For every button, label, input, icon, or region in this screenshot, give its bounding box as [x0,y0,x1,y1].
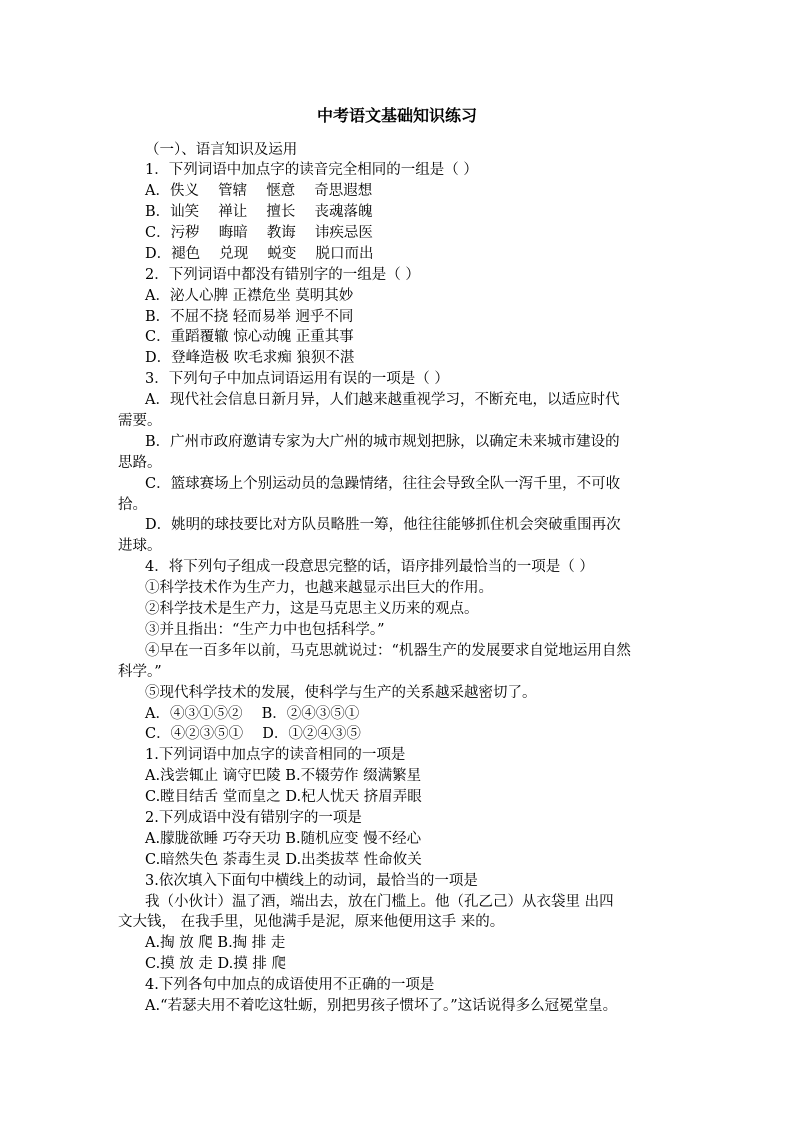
option-line: B．不屈不挠 轻而易举 迥乎不同 [145,309,354,325]
sentence-line: ①科学技术作为生产力，也越来越显示出巨大的作用。 [145,580,493,596]
option-line: C.摸 放 走 D.摸 排 爬 [145,956,286,972]
option-line: D．姚明的球技要比对方队员略胜一筹，他往往能够抓住机会突破重围再次 [145,517,621,533]
option-line: D．登峰造极 吹毛求痴 狼狈不湛 [145,350,355,366]
option-line: C．篮球赛场上个别运动员的急躁情绪，往往会导致全队一泻千里，不可收 [145,476,621,492]
option-line: A.“若瑟夫用不着吃这牡蛎，别把男孩子惯坏了。”这话说得多么冠冕堂皇。 [145,998,618,1014]
option-line: A．④③①⑤② B．②④③⑤① [145,706,360,722]
question-2: 2．下列词语中都没有错别字的一组是（ ） [145,267,420,283]
sentence-line-continued: 科学。” [118,664,162,680]
question-line: 1.下列词语中加点字的读音相同的一项是 [145,747,406,763]
option-line-continued: 拾。 [118,497,147,513]
section-heading: （一）、语言知识及运用 [145,142,298,158]
passage-line: 我（小伙计）温了酒，端出去，放在门槛上。他（孔乙己）从衣袋里 出四 [145,894,614,910]
option-line: A.朦胧欲睡 巧夺天功 B.随机应变 慢不经心 [145,831,422,847]
option-line-continued: 思路。 [118,455,162,471]
passage-line-continued: 文大钱， 在我手里，见他满手是泥，原来他便用这手 来的。 [118,914,505,930]
option-line-continued: 进球。 [118,538,162,554]
option-line: D．褪色 兑现 蜕变 脱口而出 [145,246,374,262]
option-line: A．现代社会信息日新月异，人们越来越重视学习，不断充电，以适应时代 [145,392,620,408]
option-line: A．泌人心脾 正襟危坐 莫明其妙 [145,288,354,304]
question-line: 3.依次填入下面句中横线上的动词，最恰当的一项是 [145,873,478,889]
option-line: A．佚义 管辖 惬意 奇思遐想 [145,183,373,199]
option-line: A.掏 放 爬 B.掏 排 走 [145,935,286,951]
sentence-line: ③并且指出：“生产力中也包括科学。” [145,622,385,638]
option-line: C．污秽 晦暗 教诲 讳疾忌医 [145,225,373,241]
question-4: 4．将下列句子组成一段意思完整的话，语序排列最恰当的一项是（ ） [145,559,594,575]
question-line: 2.下列成语中没有错别字的一项是 [145,810,362,826]
page-title: 中考语文基础知识练习 [316,106,477,125]
option-line: A.浅尝辄止 谪守巴陵 B.不辍劳作 缀满繁星 [145,768,422,784]
option-line: C.暗然失色 荼毒生灵 D.出类拔萃 性命攸关 [145,852,422,868]
option-line: C.瞠目结舌 堂而皇之 D.杞人忧天 挤眉弄眼 [145,789,422,805]
option-line-continued: 需要。 [118,413,162,429]
question-3: 3．下列句子中加点词语运用有误的一项是（ ） [145,371,449,387]
option-line: C．重蹈覆辙 惊心动魄 正重其事 [145,329,354,345]
option-line: B．讪笑 禅让 擅长 丧魂落魄 [145,204,373,220]
option-line: B．广州市政府邀请专家为大广州的城市规划把脉，以确定未来城市建设的 [145,434,620,450]
sentence-line: ②科学技术是生产力，这是马克思主义历来的观点。 [145,601,479,617]
option-line: C．④②③⑤① D．①②④③⑤ [145,726,361,742]
question-line: 4.下列各句中加点的成语使用不正确的一项是 [145,977,435,993]
sentence-line: ④早在一百多年以前，马克思就说过：“机器生产的发展要求自觉地运用自然 [145,643,631,659]
sentence-line: ⑤现代科学技术的发展，使科学与生产的关系越采越密切了。 [145,685,537,701]
question-1: 1．下列词语中加点字的读音完全相同的一组是（ ） [145,162,478,178]
